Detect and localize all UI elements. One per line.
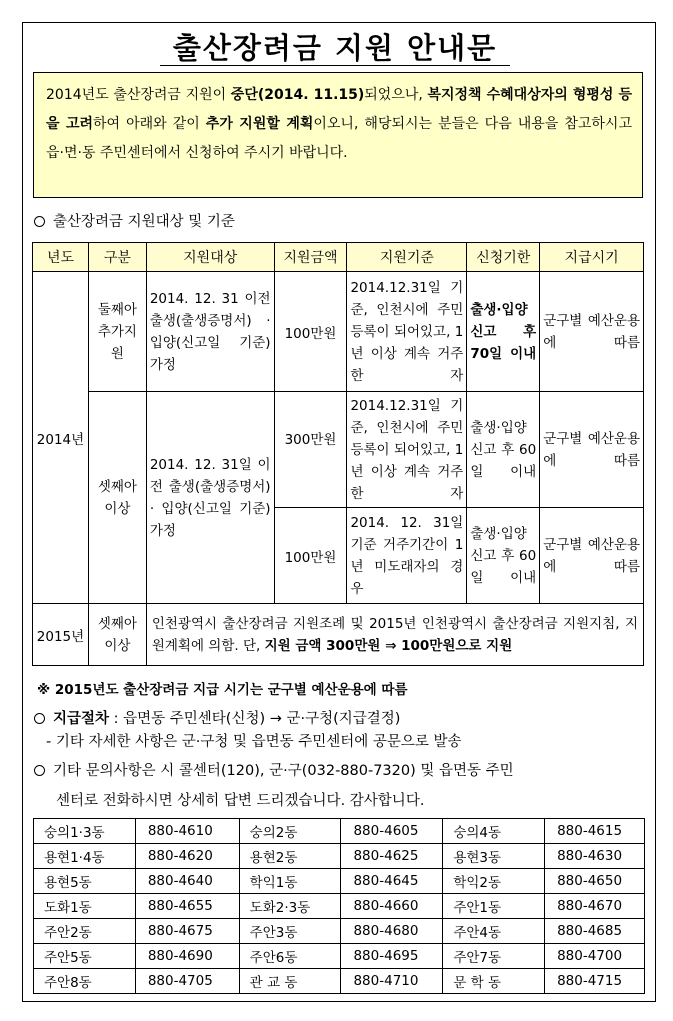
year-2014: 2014년 (33, 272, 89, 604)
phone-number-cell: 880-4705 (135, 969, 239, 994)
phone-number-cell: 880-4685 (545, 919, 645, 944)
phone-number-cell: 880-4640 (135, 869, 239, 894)
amount-cell: 300만원 (274, 392, 347, 508)
dong-name-cell: 주안5동 (34, 944, 136, 969)
criteria-cell: 2014.12.31일 기준, 인천시에 주민등록이 되어있고, 1년 이상 계속 거주한 자 (347, 272, 467, 392)
procedure-line (34, 707, 400, 728)
header-timing: 지급시기 (540, 243, 644, 272)
circle-bullet-icon (34, 765, 45, 776)
policy-bold: 지원 금액 300만원 ⇒ 100만원으로 지원 (264, 637, 513, 654)
page-title: 출산장려금 지원 안내문 (172, 31, 498, 65)
table-row (34, 894, 645, 919)
header-amount: 지원금액 (274, 243, 347, 272)
circle-bullet-icon (34, 713, 45, 724)
phone-number-cell: 880-4680 (341, 919, 443, 944)
timing-cell: 군구별 예산운용에 따름 (540, 272, 644, 392)
amount-cell: 100만원 (274, 272, 347, 392)
section-heading-text: 출산장려금 지원대상 및 기준 (53, 214, 235, 230)
phone-number-cell: 880-4690 (135, 944, 239, 969)
dong-name-cell: 주안7동 (443, 944, 545, 969)
dong-name-cell: 학익2동 (443, 869, 545, 894)
dong-name-cell: 주안4동 (443, 919, 545, 944)
dong-name-cell: 용현5동 (34, 869, 136, 894)
phone-number-cell: 880-4605 (341, 819, 443, 844)
phone-number-cell: 880-4675 (135, 919, 239, 944)
policy-cell (146, 604, 643, 666)
header-year: 년도 (33, 243, 89, 272)
target-cell: 2014. 12. 31일 이전 출생(출생증명서) · 입양(신고일 기준) 가정 (146, 392, 274, 604)
table-row (34, 819, 645, 844)
circle-bullet-icon (34, 216, 45, 227)
dong-name-cell: 주안3동 (239, 919, 341, 944)
inquiry-line-2: 센터로 전화하시면 상세히 답변 드리겠습니다. 감사합니다. (56, 793, 425, 809)
dong-name-cell: 도화2·3동 (239, 894, 341, 919)
phone-number-cell: 880-4695 (341, 944, 443, 969)
procedure-text: : 읍면동 주민센타(신청) → 군·구청(지급결정) (109, 711, 401, 727)
table-row (33, 392, 644, 508)
criteria-cell: 2014. 12. 31일 기준 거주기간이 1년 미도래자의 경우 (347, 508, 467, 604)
phone-number-cell: 880-4715 (545, 969, 645, 994)
notice-bold-3: 추가 지원할 계획 (205, 116, 314, 132)
dong-name-cell: 문 학 동 (443, 969, 545, 994)
phone-number-cell: 880-4645 (341, 869, 443, 894)
phone-number-cell: 880-4625 (341, 844, 443, 869)
timing-cell: 군구별 예산운용에 따름 (540, 392, 644, 508)
criteria-cell: 2014.12.31일 기준, 인천시에 주민등록이 되어있고, 1년 이상 계속 거주한 자 (347, 392, 467, 508)
dong-name-cell: 주안6동 (239, 944, 341, 969)
timing-cell: 군구별 예산운용에 따름 (540, 508, 644, 604)
deadline-cell: 출생·입양 신고 후 60일 이내 (467, 392, 540, 508)
notice-bold-1: 중단(2014. 11.15) (230, 87, 365, 103)
table-row (34, 944, 645, 969)
deadline-cell: 출생·입양 신고 후 70일 이내 (467, 272, 540, 392)
category-cell: 셋째아 이상 (88, 604, 146, 666)
phone-number-cell: 880-4660 (341, 894, 443, 919)
year-2015: 2015년 (33, 604, 89, 666)
procedure-label: 지급절차 (53, 711, 110, 727)
deadline-cell: 출생·입양 신고 후 60일 이내 (467, 508, 540, 604)
dong-name-cell: 용현3동 (443, 844, 545, 869)
dong-name-cell: 숭의4동 (443, 819, 545, 844)
notice-text-4: 이오니, 해당되시는 분들은 다음 내용을 참고하시고 읍·면·동 주민센터에서 신청하여 주시기 바랍니다. (46, 116, 632, 161)
phone-number-cell: 880-4670 (545, 894, 645, 919)
dong-name-cell: 관 교 동 (239, 969, 341, 994)
table-row (34, 844, 645, 869)
category-cell: 셋째아 이상 (88, 392, 146, 604)
header-target: 지원대상 (146, 243, 274, 272)
notice-text-1: 2014년도 출산장려금 지원이 (46, 87, 231, 103)
dong-name-cell: 숭의1·3동 (34, 819, 136, 844)
target-cell: 2014. 12. 31 이전 출생(출생증명서) · 입양(신고일 기준) 가정 (146, 272, 274, 392)
notice-text-2: 되었으나, (364, 87, 428, 103)
section-heading (34, 210, 235, 231)
policy-text: 인천광역시 출산장려금 지원조례 및 2015년 인천광역시 출산장려금 지원지침, 지원계획에 의함. 단, (151, 615, 638, 654)
phone-number-cell: 880-4620 (135, 844, 239, 869)
phone-number-cell: 880-4615 (545, 819, 645, 844)
dong-name-cell: 도화1동 (34, 894, 136, 919)
dong-name-cell: 주안2동 (34, 919, 136, 944)
phone-number-cell: 880-4655 (135, 894, 239, 919)
phone-number-cell: 880-4630 (545, 844, 645, 869)
dong-name-cell: 주안1동 (443, 894, 545, 919)
dong-name-cell: 용현1·4동 (34, 844, 136, 869)
phone-number-cell: 880-4610 (135, 819, 239, 844)
dong-name-cell: 용현2동 (239, 844, 341, 869)
notice-text-3: 하여 아래와 같이 (93, 116, 206, 132)
dong-name-cell: 숭의2동 (239, 819, 341, 844)
inquiry-text-1: 기타 문의사항은 시 콜센터(120), 군·구(032-880-7320) 및 읍면동 주민 (53, 763, 514, 779)
support-table (32, 242, 644, 666)
table-row (33, 604, 644, 666)
phone-number-cell: 880-4700 (545, 944, 645, 969)
dong-name-cell: 주안8동 (34, 969, 136, 994)
table-header-row (33, 243, 644, 272)
notice-bold-2: 복지정책 수혜대상자의 형평성 등을 고려 (46, 87, 632, 132)
notice-box (33, 72, 643, 198)
table-row (34, 919, 645, 944)
table-row (33, 272, 644, 392)
inquiry-line-1 (34, 759, 514, 780)
phone-directory (33, 818, 645, 994)
table-row (34, 969, 645, 994)
header-deadline: 신청기한 (467, 243, 540, 272)
header-criteria: 지원기준 (347, 243, 467, 272)
category-cell: 둘째아 추가지원 (88, 272, 146, 392)
title-underline (160, 65, 510, 66)
phone-number-cell: 880-4650 (545, 869, 645, 894)
phone-number-cell: 880-4710 (341, 969, 443, 994)
header-category: 구분 (88, 243, 146, 272)
footnote: ※ 2015년도 출산장려금 지급 시기는 군구별 예산운용에 따름 (37, 682, 408, 698)
dong-name-cell: 학익1동 (239, 869, 341, 894)
procedure-sub: - 기타 자세한 사항은 군·구청 및 읍면동 주민센터에 공문으로 발송 (46, 734, 462, 750)
amount-cell: 100만원 (274, 508, 347, 604)
table-row (34, 869, 645, 894)
